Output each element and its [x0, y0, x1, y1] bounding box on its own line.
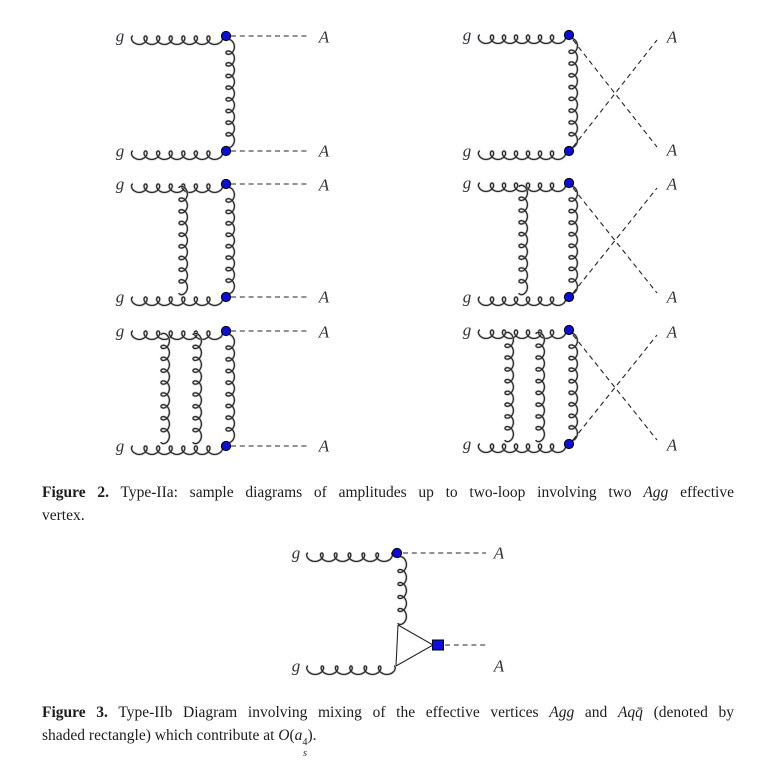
agg-vertex-dot: [221, 326, 230, 335]
gluon-label: g: [462, 434, 472, 454]
gluon-label: g: [291, 543, 301, 563]
caption-text-run: a: [294, 727, 303, 744]
caption-line: [42, 504, 734, 527]
figure-2-caption: [42, 481, 734, 527]
higgs-label: A: [318, 141, 330, 161]
gluon-line-shade: [179, 186, 187, 294]
gluon-line-shade: [226, 39, 234, 147]
higgs-label: A: [318, 287, 330, 307]
gluon-label: g: [462, 320, 472, 340]
agg-vertex-dot: [392, 548, 401, 557]
caption-text-run: (: [289, 727, 295, 744]
agg-vertex-dot: [564, 30, 573, 39]
gluon-line-shade: [193, 333, 201, 443]
higgs-label: A: [318, 175, 330, 195]
agg-vertex-dot: [564, 292, 573, 301]
caption-text-run: O: [278, 727, 290, 744]
gluon-label: g: [462, 25, 472, 45]
caption-line: [42, 724, 734, 760]
caption-text-run: effective: [668, 484, 734, 501]
caption-text-run: Aqq̄: [617, 704, 643, 721]
higgs-label: A: [666, 27, 678, 47]
gluon-label: g: [115, 174, 125, 194]
gluon-line-shade: [226, 187, 234, 293]
quark-loop-line: [396, 625, 398, 666]
higgs-label: A: [493, 656, 505, 676]
caption-text-run: ).: [307, 727, 317, 744]
caption-text-run: Type-IIb Diagram involving mixing of the effective vertices: [107, 704, 550, 721]
gluon-label: g: [462, 173, 472, 193]
agg-vertex-dot: [221, 441, 230, 450]
gluon-label: g: [115, 287, 125, 307]
gluon-line-shade: [161, 333, 169, 443]
gluon-line-shade: [398, 557, 406, 625]
caption-text-run: Figure 2.: [42, 484, 110, 501]
quark-loop-line: [396, 645, 433, 666]
gluon-line-shade: [519, 185, 527, 294]
higgs-label: A: [666, 435, 678, 455]
higgs-label: A: [666, 287, 678, 307]
gluon-label: g: [115, 321, 125, 341]
agg-vertex-dot: [564, 146, 573, 155]
agg-vertex-dot: [221, 292, 230, 301]
caption-text-run: (denoted by: [642, 704, 734, 721]
math-supsub: 4 s: [302, 737, 308, 759]
caption-text-run: Figure 3.: [42, 704, 108, 721]
caption-text-run: Agg: [549, 704, 575, 721]
gluon-line-shade: [569, 186, 577, 293]
caption-text-run: Agg: [643, 484, 669, 501]
gluon-line-shade: [505, 332, 513, 441]
gluon-label: g: [115, 436, 125, 456]
higgs-label: A: [318, 27, 330, 47]
gluon-label: g: [291, 656, 301, 676]
higgs-label: A: [666, 174, 678, 194]
caption-text-run: shaded rectangle) which contribute at: [42, 727, 279, 744]
figure-3-caption: [42, 701, 734, 760]
caption-text-run: and: [574, 704, 618, 721]
agg-vertex-dot: [221, 179, 230, 188]
gluon-line-shade: [226, 334, 234, 442]
agg-vertex-dot: [564, 325, 573, 334]
aqq-vertex-square: [433, 640, 444, 650]
higgs-label: A: [666, 322, 678, 342]
caption-line: [42, 481, 734, 504]
agg-vertex-dot: [221, 31, 230, 40]
gluon-label: g: [462, 141, 472, 161]
caption-text-run: vertex.: [42, 507, 85, 524]
quark-loop-line: [398, 625, 433, 645]
higgs-label: A: [318, 322, 330, 342]
agg-vertex-dot: [564, 178, 573, 187]
gluon-line-shade: [536, 332, 544, 441]
higgs-label: A: [666, 140, 678, 160]
gluon-label: g: [115, 141, 125, 161]
agg-vertex-dot: [221, 146, 230, 155]
gluon-label: g: [462, 287, 472, 307]
caption-text-run: Type-IIa: sample diagrams of amplitudes up to two-loop involving two: [109, 484, 644, 501]
agg-vertex-dot: [564, 439, 573, 448]
higgs-label: A: [493, 543, 505, 563]
caption-line: [42, 701, 734, 724]
gluon-line-shade: [569, 38, 577, 147]
gluon-line-shade: [569, 333, 577, 440]
gluon-label: g: [115, 26, 125, 46]
higgs-label: A: [318, 436, 330, 456]
